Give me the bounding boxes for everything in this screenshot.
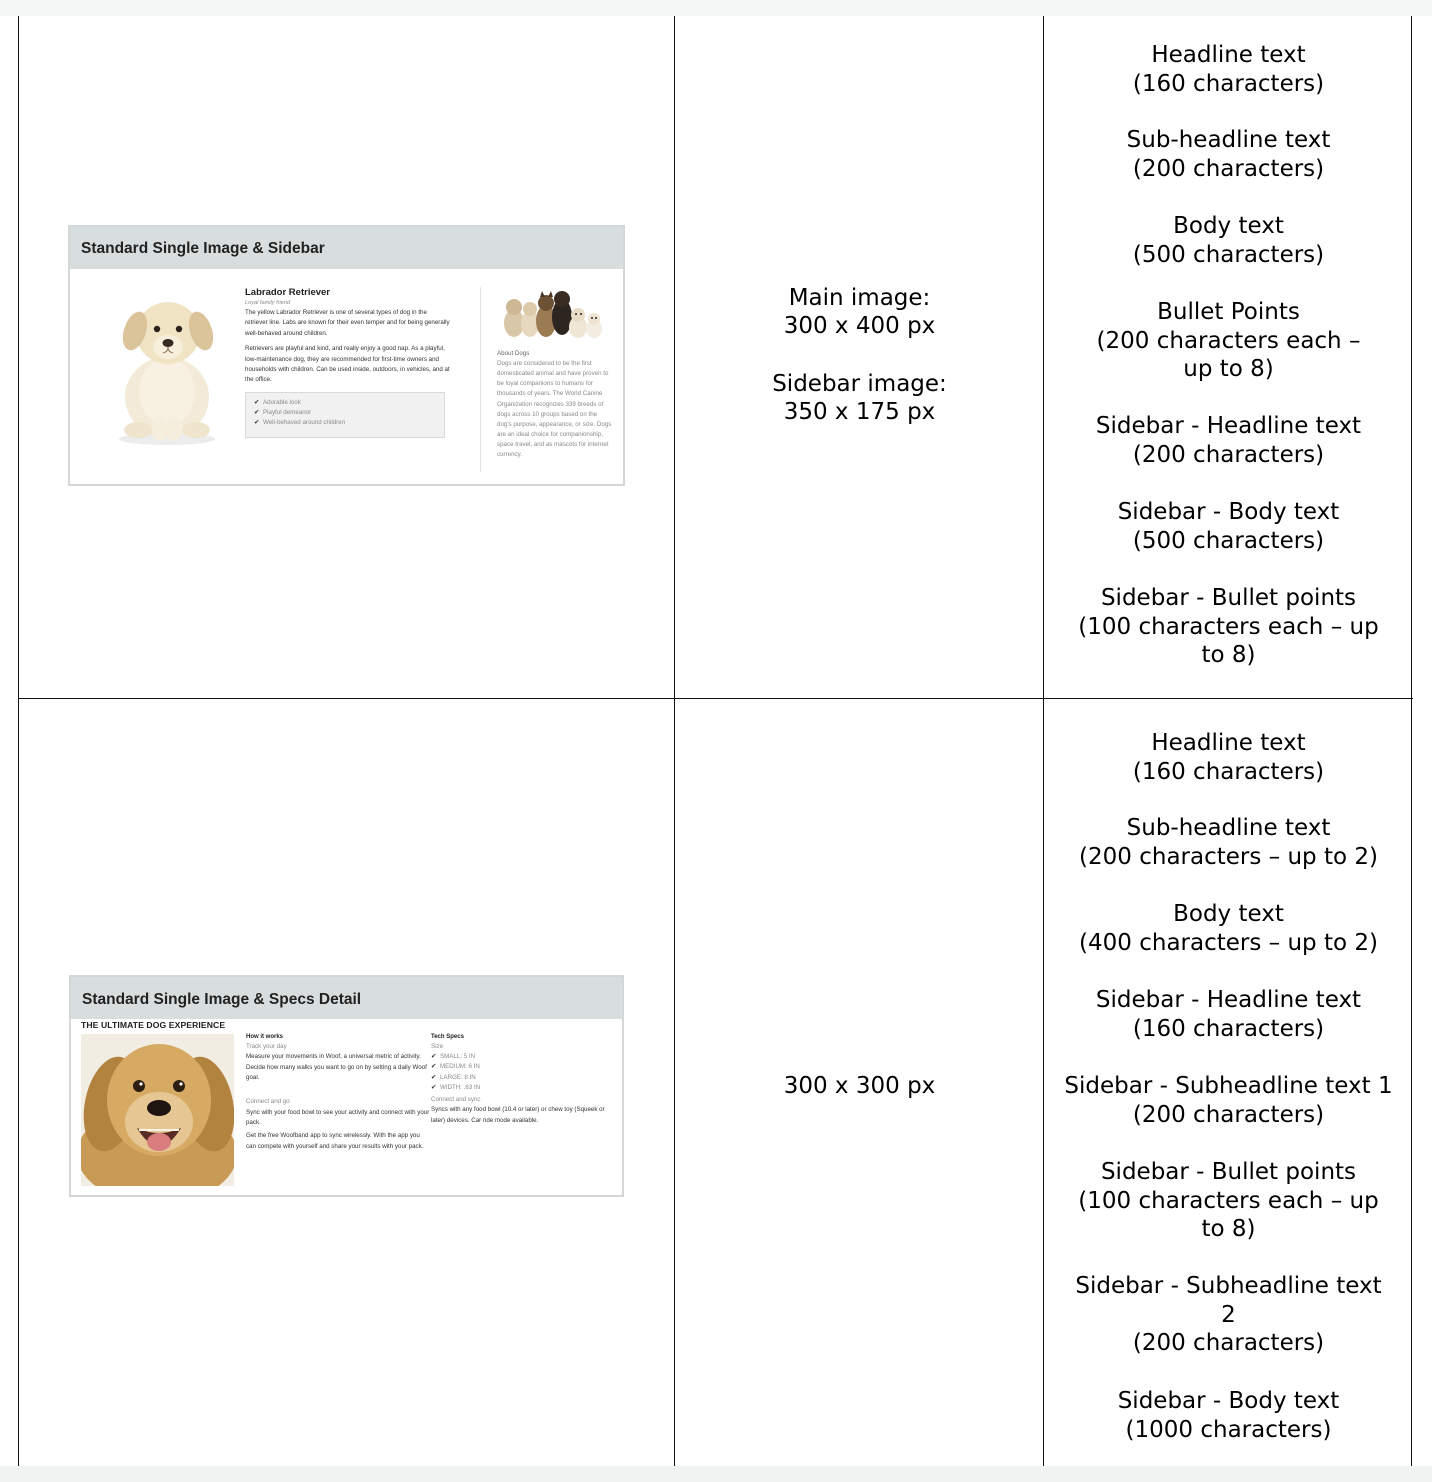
requirement-item: [1045, 412, 1412, 469]
requirement-limit: up to 8): [1183, 356, 1274, 382]
requirement-item: [1045, 1272, 1412, 1358]
requirement-limit: to 8): [1201, 642, 1256, 668]
requirement-name: Headline text: [1151, 730, 1306, 756]
how-subhead: Track your day: [246, 1043, 287, 1050]
spec-size-item: ✔ SMALL: 5 IN: [431, 1052, 616, 1062]
requirement-name: Sidebar - Headline text: [1095, 987, 1362, 1013]
requirement-limit: (100 characters each – up: [1078, 613, 1379, 640]
requirement-name: Sidebar - Bullet points: [1100, 585, 1357, 611]
top-band: [0, 0, 1432, 16]
module-bullet-box: [245, 392, 445, 438]
requirement-limit: (200 characters): [1132, 1101, 1325, 1128]
table-divider-1: [674, 16, 675, 1466]
requirement-limit: (400 characters – up to 2): [1079, 929, 1378, 956]
requirement-name: Sidebar - Headline text: [1095, 413, 1362, 439]
requirement-limit: to 8): [1201, 1216, 1256, 1242]
module-title: Labrador Retriever: [245, 287, 331, 298]
image-size-spec-row2: [675, 1072, 1044, 1100]
main-image-label: Main image:: [788, 285, 931, 311]
module-headline: THE ULTIMATE DOG EXPERIENCE: [81, 1020, 226, 1030]
requirement-name: Body text: [1173, 901, 1284, 927]
table-border-left: [18, 16, 19, 1466]
requirement-name: Sidebar - Subheadline text 1: [1064, 1073, 1393, 1099]
requirement-item: [1045, 729, 1412, 786]
bullet-item: ✔ Well-behaved around children: [254, 418, 436, 428]
requirement-item: [1045, 900, 1412, 957]
how-it-works-title: How it works: [246, 1034, 284, 1040]
requirement-name: Sidebar - Subheadline text: [1075, 1273, 1382, 1299]
requirement-limit: (1000 characters): [1125, 1416, 1332, 1443]
requirement-item: [1045, 298, 1412, 384]
requirement-name: Sub-headline text: [1126, 127, 1331, 153]
requirement-name: Sidebar - Bullet points: [1100, 1159, 1357, 1185]
spec-size-item: ✔ WIDTH: .63 IN: [431, 1083, 616, 1093]
requirement-item: [1045, 126, 1412, 183]
requirement-limit: (200 characters): [1132, 155, 1325, 182]
module-body-2: Retrievers are playful and kind, and really enjoy a good nap. As a playful, low-maintenance dog, they are recommended for first-time owners and households with children. Can be used inside, outdoors, in vehicles, and at the office.: [245, 345, 450, 384]
spec-size-label: Size: [431, 1043, 444, 1050]
bullet-item: ✔ Adorable look: [254, 398, 436, 408]
sidebar-image-size: 350 x 175 px: [783, 399, 936, 425]
image-size-spec-row1: [675, 284, 1044, 426]
requirement-limit: (200 characters – up to 2): [1079, 843, 1378, 870]
requirement-item: [1045, 498, 1412, 555]
table-row-divider: [18, 698, 1413, 699]
dog-group-image: [500, 289, 605, 341]
requirement-limit: 2: [1221, 1301, 1236, 1328]
requirement-limit: (160 characters): [1132, 1015, 1325, 1042]
module-header: Standard Single Image & Sidebar: [70, 227, 623, 269]
module-body-1: The yellow Labrador Retriever is one of several types of dog in the retriever line. Labs are known for their even temper and for being generally well-behaved around children.: [245, 309, 450, 337]
how-text: Get the free Woofband app to sync wirelessly. With the app you can compete with yourself and share your results with your pack.: [246, 1132, 424, 1150]
bullet-item: ✔ Playful demeanor: [254, 408, 436, 418]
spec-size-item: ✔ MEDIUM: 6 IN: [431, 1062, 616, 1072]
requirement-name: Sub-headline text: [1126, 815, 1331, 841]
module-preview-single-image-sidebar: [68, 225, 625, 486]
tech-specs-title: Tech Specs: [431, 1034, 464, 1040]
requirement-limit: (500 characters): [1132, 241, 1325, 268]
requirement-name: Sidebar - Body text: [1117, 1388, 1340, 1414]
requirement-name: Sidebar - Body text: [1117, 499, 1340, 525]
requirement-item: [1045, 1158, 1412, 1244]
golden-retriever-image: [81, 1034, 234, 1186]
requirement-limit: (200 characters): [1132, 441, 1325, 468]
main-image-size: 300 x 300 px: [783, 1073, 936, 1099]
sidebar-image-label: Sidebar image:: [772, 371, 947, 397]
module-subtitle: Loyal family friend: [245, 300, 291, 306]
requirement-name: Bullet Points: [1157, 299, 1300, 325]
bottom-band: [0, 1466, 1432, 1482]
requirement-item: [1045, 986, 1412, 1043]
requirement-item: [1045, 814, 1412, 871]
module-preview-single-image-specs: [69, 975, 624, 1197]
main-image-size: 300 x 400 px: [783, 313, 936, 339]
requirement-limit: (160 characters): [1132, 70, 1325, 97]
how-text: Measure your movements in Woof, a universal metric of activity.: [246, 1053, 421, 1061]
spec-size-item: ✔ LARGE: 8 IN: [431, 1073, 616, 1083]
how-text: Sync with your food bowl to see your activity and connect with your pack.: [246, 1108, 430, 1127]
requirement-limit: (160 characters): [1132, 758, 1325, 785]
requirement-item: [1045, 1387, 1412, 1444]
requirement-name: Body text: [1173, 213, 1284, 239]
spec-sync-label: Connect and sync: [431, 1096, 481, 1104]
table-divider-2: [1043, 16, 1044, 1466]
requirement-name: Headline text: [1151, 42, 1306, 68]
sidebar-divider: [480, 287, 481, 472]
requirement-limit: (500 characters): [1132, 527, 1325, 554]
requirement-item: [1045, 41, 1412, 98]
how-text: Decide how many walks you want to go on by setting a daily Woof goal.: [246, 1063, 427, 1082]
requirement-limit: (200 characters): [1132, 1330, 1325, 1356]
requirement-item: [1045, 212, 1412, 269]
sidebar-title: About Dogs: [497, 350, 530, 357]
requirement-limit: (200 characters each –: [1096, 327, 1361, 354]
sidebar-body: Dogs are considered to be the first domesticated animal and have proven to be loyal companions to humans for thousands of years. The World Canine Organization recognizes 339 breeds of dogs across 10 groups based on the dog's purpose, appearance, or size. Dogs are an ideal choice for companionship, space travel, and as mascots for internet currency.: [497, 360, 612, 459]
how-subhead: Connect and go: [246, 1098, 290, 1106]
module-header: Standard Single Image & Specs Detail: [71, 977, 622, 1019]
requirement-item: [1045, 584, 1412, 670]
requirement-item: [1045, 1072, 1412, 1129]
puppy-image: [102, 289, 232, 449]
requirement-limit: (100 characters each – up: [1078, 1187, 1379, 1214]
spec-sync-text: Syncs with any food bowl (10.4 or later) or chew toy (Squeek or later) devices. Car ride mode available.: [431, 1106, 605, 1124]
